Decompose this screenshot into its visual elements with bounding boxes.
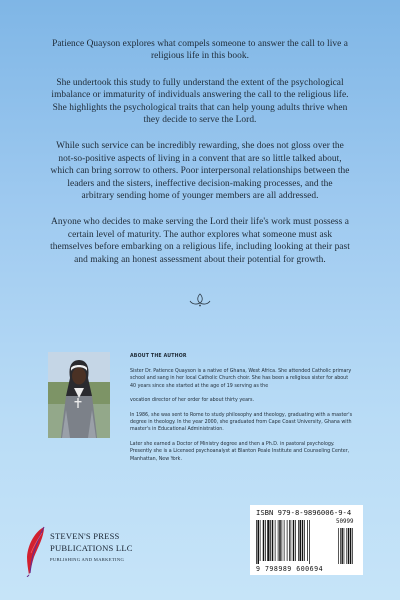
barcode-stripe bbox=[291, 520, 292, 561]
blurb-paragraph-4: Anyone who decides to make serving the Lord their life's work must possess a certain level of maturity. The author explores what someone must ask themselves before embarking on a religious life, including looking at their past and making an honest assessment about their potential for growth. bbox=[50, 217, 350, 265]
barcode-addon-stripe bbox=[350, 528, 351, 564]
barcode-stripe bbox=[260, 520, 261, 561]
barcode-addon-stripe bbox=[342, 528, 343, 564]
barcode-stripe bbox=[265, 520, 266, 561]
blurb-paragraph-2: She undertook this study to fully understand the extent of the psychological imbalance or immaturity of individuals answering the call to the religious life. She highlights the psychological traits that can help young adults thrive when they decide to serve the Lord. bbox=[51, 77, 349, 126]
barcode-stripe bbox=[270, 520, 271, 561]
about-author-paragraph-1: Sister Dr. Patience Quayson is a native of Ghana, West Africa. She attended Catholic primary school and sang in her local Catholic Church choir. She has been a religious sister for about 40 years since she started at the age of 19 serving as the bbox=[130, 368, 352, 389]
barcode-stripe bbox=[258, 520, 260, 564]
back-cover-blurb bbox=[50, 38, 350, 280]
barcode-stripe bbox=[307, 520, 308, 561]
publisher-logo bbox=[20, 525, 140, 577]
barcode-stripe bbox=[289, 520, 290, 561]
about-author-paragraph-2: vocation director of her order for about thirty years. bbox=[130, 397, 254, 404]
barcode-addon-stripe bbox=[340, 528, 341, 564]
about-author-paragraph-4: Later she earned a Doctor of Ministry degree and then a Ph.D. in pastoral psychology. Presently she is a Licensed psychoanalyst at Blanton Peale Institute and Counseling Center, Manhattan, New York. bbox=[130, 440, 350, 462]
barcode-stripe bbox=[279, 520, 281, 561]
isbn-barcode bbox=[250, 505, 363, 575]
barcode-stripe bbox=[284, 520, 285, 561]
barcode-stripe bbox=[293, 520, 295, 561]
publisher-name-line-1: STEVEN'S PRESS bbox=[50, 531, 120, 541]
barcode-addon-stripe bbox=[352, 528, 353, 564]
barcode-stripe bbox=[295, 520, 296, 561]
barcode-addon-stripe bbox=[344, 528, 345, 564]
barcode-stripe bbox=[256, 520, 257, 564]
about-author-heading: ABOUT THE AUTHOR bbox=[130, 353, 187, 359]
barcode-stripe bbox=[267, 520, 269, 561]
barcode-stripe bbox=[263, 520, 265, 561]
barcode-stripe bbox=[304, 520, 305, 561]
barcode-addon-stripe bbox=[348, 528, 349, 564]
author-photo bbox=[48, 352, 110, 438]
blurb-paragraph-3: While such service can be incredibly rewarding, she does not gloss over the not-so-positive aspects of living in a convent that are so little talked about, which can bring sorrow to others. Poor interpersonal relationships between the leaders and the sisters, ineffective decision-making processes, and the arbitrary sending home of younger members are all addressed. bbox=[50, 141, 350, 202]
barcode-stripe bbox=[302, 520, 304, 561]
barcode-stripe bbox=[300, 520, 302, 561]
isbn-label: ISBN 979-8-9896006-9-4 bbox=[256, 508, 352, 517]
about-author-paragraph-3: In 1986, she was sent to Rome to study philosophy and theology, graduating with a master's degree in theology. In the year 2000, she graduated from Cape Coast University, Ghana with master's in Educational Administration. bbox=[130, 411, 353, 433]
about-the-author-section bbox=[130, 353, 354, 470]
barcode-stripe bbox=[309, 520, 310, 564]
price-code: 50999 bbox=[336, 519, 354, 525]
barcode-stripe bbox=[278, 520, 279, 561]
blurb-paragraph-1: Patience Quayson explores what compels someone to answer the call to live a religious life in this book. bbox=[52, 39, 348, 62]
feather-quill-icon bbox=[22, 525, 50, 577]
publisher-tagline: PUBLISHING AND MARKETING bbox=[50, 557, 125, 562]
flourish-ornament-icon bbox=[188, 292, 212, 308]
barcode-stripe bbox=[298, 520, 299, 561]
barcode-stripe bbox=[272, 520, 274, 561]
barcode-stripe bbox=[275, 520, 276, 561]
barcode-addon-stripe bbox=[338, 528, 339, 564]
publisher-name-line-2: PUBLICATIONS LLC bbox=[50, 543, 133, 553]
barcode-addon-stripe bbox=[346, 528, 347, 564]
barcode-stripe bbox=[282, 520, 283, 561]
barcode-stripe bbox=[287, 520, 288, 561]
barcode-number: 9 798989 600694 bbox=[256, 565, 324, 573]
